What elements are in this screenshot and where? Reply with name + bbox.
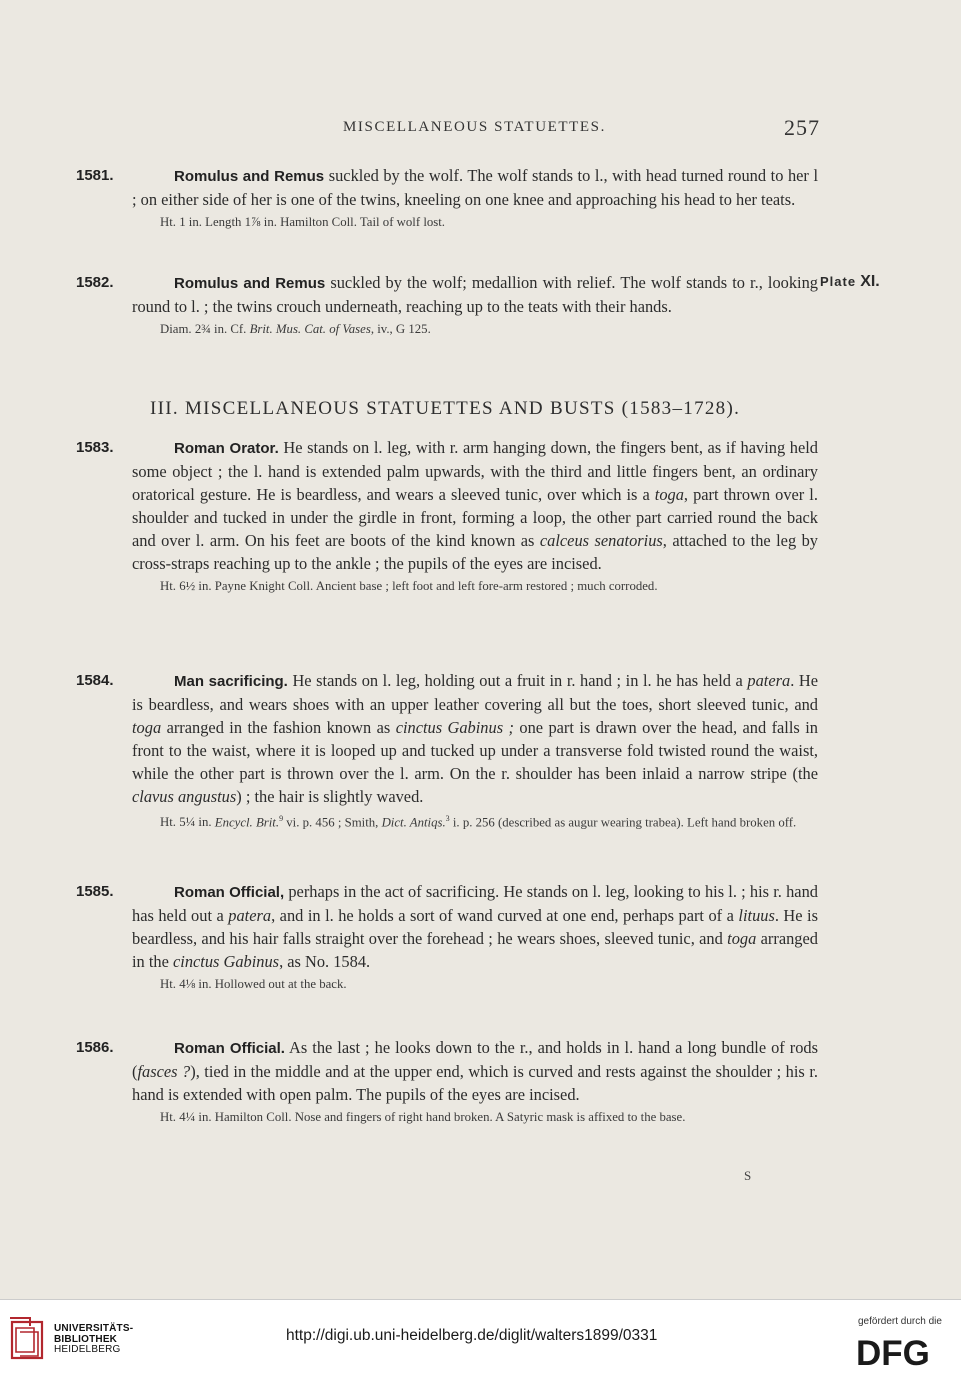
entry-title: Roman Orator. [174,440,279,457]
entry-note: Ht. 5¼ in. Encycl. Brit.$^9$ vi. p. 456 ; Smith, Dict. Antiqs.$^3$ i. p. 256 (described as augur wearing trabea). Left hand broken off. [160,814,797,830]
entry-title: Roman Official, [174,884,285,901]
entry-text: Roman Orator. He stands on l. leg, with r. arm hanging down, the fingers bent, as if having held some object ; the l. hand is extended palm upwards, with the third and little fingers bent, an ordinary oratorical gesture. He is beardless, and wears a sleeved tunic, over which is a toga, part thrown over l. shoulder and tucked in under the girdle in front, forming a loop, the other part carried round the back and over l. arm. On his feet are boots of the kind known as calceus senatorius, attached to the leg by cross-straps reaching up to the ankle ; the pupils of the eyes are incised. Ht. 6½ in. Payne Knight Coll. Ancient base ; left foot and left fore-arm restored ; much corroded. [132,436,818,596]
university-seal-icon [8,1316,48,1362]
entry-number: 1582. [76,274,114,291]
entry-number: 1583. [76,439,114,456]
entry-text: Romulus and Remus suckled by the wolf. The wolf stands to l., with head turned round to her l ; on either side of her is one of the twins, kneeling on one knee and approaching his head to her teats. Ht. 1 in. Length 1⅞ in. Hamilton Coll. Tail of wolf lost. [132,164,818,232]
signature-mark: S [744,1168,752,1183]
running-head [0,117,961,141]
entry-text: Romulus and Remus suckled by the wolf; medallion with relief. The wolf stands to r., looking round to l. ; the twins crouch underneath, reaching up to the teats with their hands. Diam. 2¾ in. Cf. Brit. Mus. Cat. of Vases, iv., G 125. [132,271,818,339]
page-number: 257 [784,115,820,140]
entry-title: Romulus and Remus [174,168,325,185]
entry-text: Man sacrificing. He stands on l. leg, holding out a fruit in r. hand ; in l. he has held a patera. He is beardless, and wears shoes with an upper leather covering all but the toes, short sleeved tunic, and toga arranged in the fashion known as cinctus Gabinus ; one part is drawn over the head, and falls in front to the waist, where it is looped up and tucked up under a transverse fold twisted round the waist, while the other part is thrown over the l. arm. On the r. shoulder has been inlaid a narrow stripe (the clavus angustus) ; the hair is slightly waved. Ht. 5¼ in. Encycl. Brit.$^9$ vi. p. 456 ; Smith, Dict. Antiqs.$^3$ i. p. 256 (described as augur wearing trabea). Left hand broken off. [132,669,818,832]
source-url-link[interactable]: http://digi.ub.uni-heidelberg.de/diglit/walters1899/0331 [286,1327,658,1344]
entry-number: 1586. [76,1039,114,1056]
entry-title: Romulus and Remus [174,275,326,292]
dfg-logo: DFG [856,1334,930,1373]
entry-title: Man sacrificing. [174,673,288,690]
entry-note: Diam. 2¾ in. Cf. Brit. Mus. Cat. of Vases, iv., G 125. [160,322,431,336]
funded-by-label: gefördert durch die [858,1316,942,1327]
entry-text: Roman Official, perhaps in the act of sacrificing. He stands on l. leg, looking to his l. ; his r. hand has held out a patera, and in l. he holds a sort of wand curved at one end, perhaps part of a lituus. He is beardless, and his hair falls straight over the forehead ; he wears shoes, sleeved tunic, and toga arranged in the cinctus Gabinus, as No. 1584. Ht. 4⅛ in. Hollowed out at the back. [132,880,818,994]
entry-title: Roman Official. [174,1040,285,1057]
section-heading: III. MISCELLANEOUS STATUETTES AND BUSTS (1583–1728). [150,398,741,419]
entry-text: Roman Official. As the last ; he looks down to the r., and holds in l. hand a long bundle of rods (fasces ?), tied in the middle and at the upper end, which is curved and rests against the shoulder ; his r. hand is extended with open palm. The pupils of the eyes are incised. Ht. 4¼ in. Hamilton Coll. Nose and fingers of right hand broken. A Satyric mask is affixed to the base. [132,1036,818,1127]
entry-note: Ht. 4¼ in. Hamilton Coll. Nose and fingers of right hand broken. A Satyric mask is affixed to the base. [160,1110,686,1124]
entry-number: 1585. [76,883,114,900]
entry-note: Ht. 1 in. Length 1⅞ in. Hamilton Coll. Tail of wolf lost. [160,215,446,229]
entry-note: Ht. 4⅛ in. Hollowed out at the back. [160,977,347,991]
entry-number: 1584. [76,672,114,689]
university-library-name: UNIVERSITÄTS- BIBLIOTHEK HEIDELBERG [54,1323,134,1355]
footer-divider [0,1299,961,1300]
entry-note: Ht. 6½ in. Payne Knight Coll. Ancient base ; left foot and left fore-arm restored ; much corroded. [160,579,658,593]
plate-reference: Plate XI. [820,273,880,290]
entry-number: 1581. [76,167,114,184]
running-title: MISCELLANEOUS STATUETTES. [343,119,606,135]
